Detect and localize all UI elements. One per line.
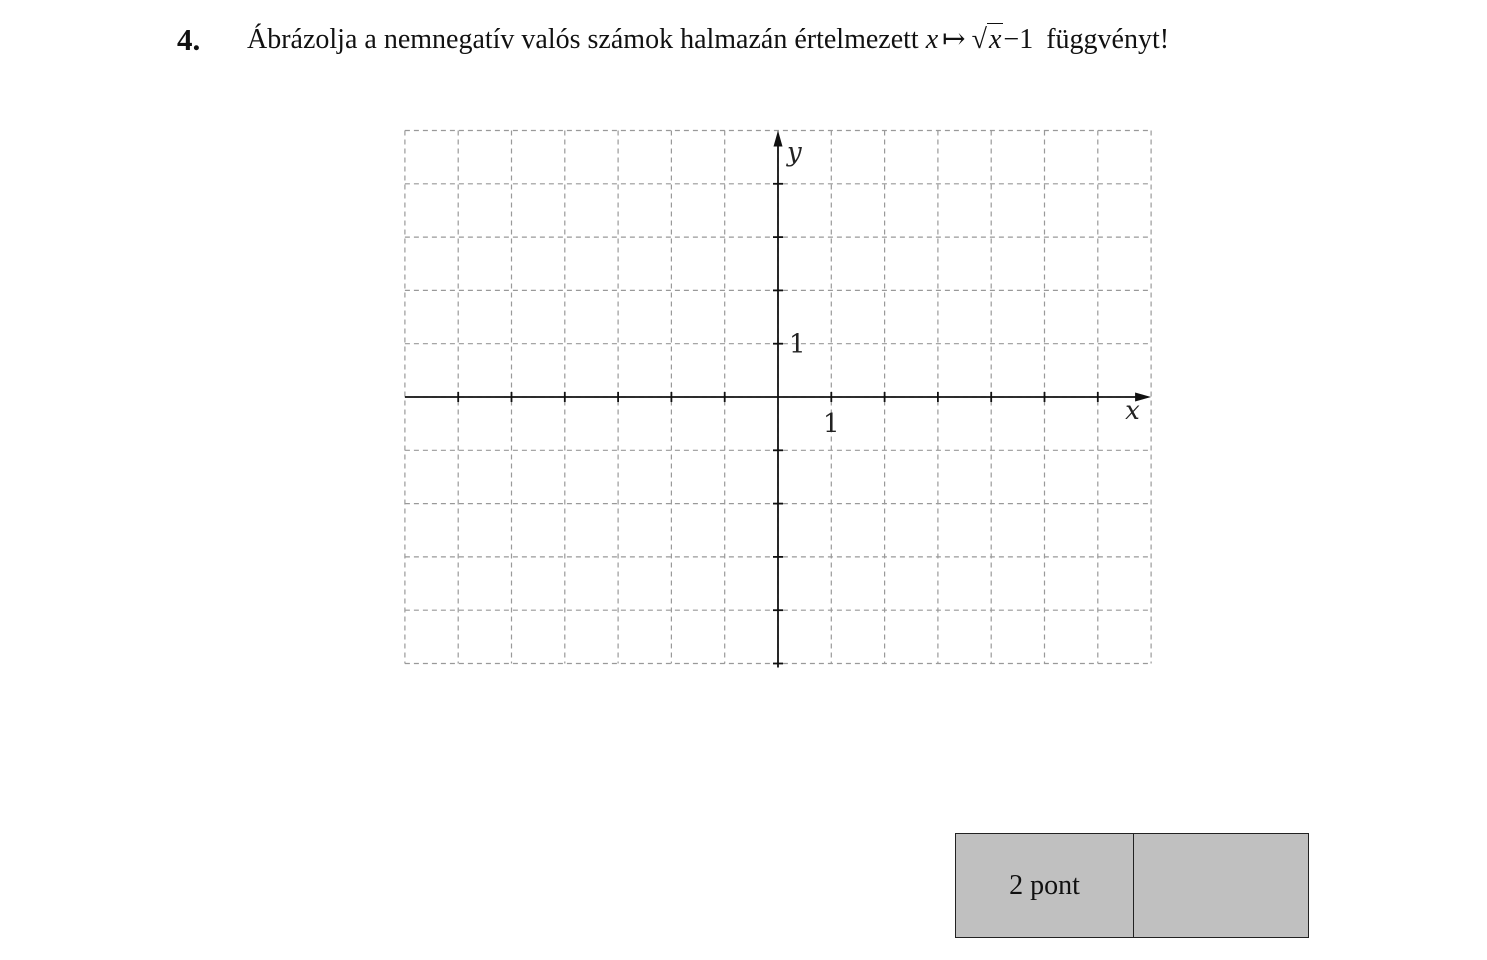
problem-number: 4. bbox=[177, 22, 201, 57]
score-points-label: 2 pont bbox=[956, 834, 1134, 937]
function-variable: x bbox=[925, 24, 939, 55]
problem-text-after: függvényt! bbox=[1046, 24, 1170, 55]
x-axis-label: x bbox=[1125, 396, 1140, 426]
y-axis-arrow bbox=[774, 131, 783, 147]
sqrt-radicand: x bbox=[988, 24, 1002, 55]
mapsto-symbol: ↦ bbox=[942, 24, 966, 55]
score-earned-cell[interactable] bbox=[1134, 834, 1308, 937]
problem-text-before: Ábrázolja a nemnegatív valós számok halmazán értelmezett bbox=[247, 24, 919, 55]
y-axis-label: y bbox=[787, 137, 802, 168]
y-unit-label: 1 bbox=[789, 329, 806, 360]
x-unit-label: 1 bbox=[823, 409, 840, 439]
sqrt-symbol: √ bbox=[971, 24, 987, 55]
score-box bbox=[955, 833, 1309, 938]
function-tail: −1 bbox=[1003, 24, 1034, 55]
